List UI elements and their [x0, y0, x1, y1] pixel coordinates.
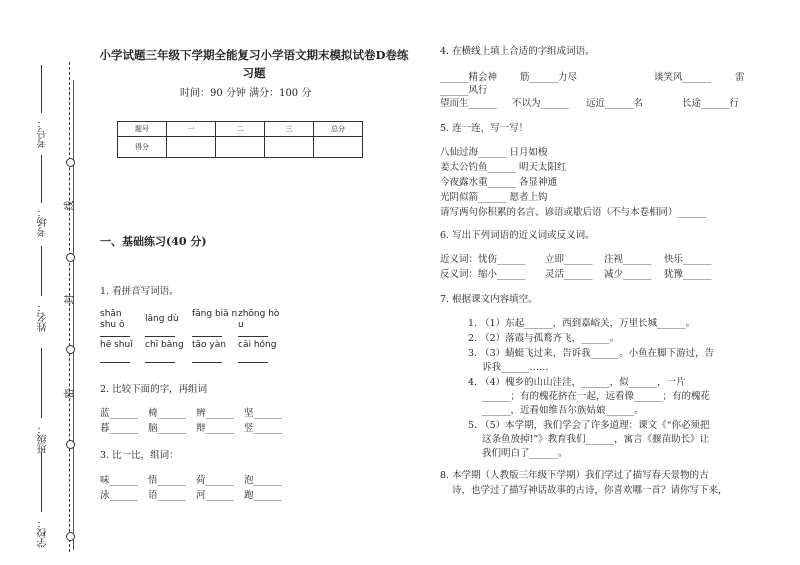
- answer-blank[interactable]: [238, 336, 268, 337]
- score-header-cell: 题号: [118, 122, 167, 137]
- exam-time-info: 时间：90 分钟 满分：100 分: [180, 88, 312, 99]
- score-cell[interactable]: [265, 137, 314, 158]
- question-3-text: 3. 比一比，组词：: [100, 450, 179, 461]
- fill-line: 2. （2）落霞与孤鹜齐飞，______。: [468, 333, 620, 344]
- word-item: 跑______: [244, 490, 283, 501]
- score-header-cell: 一: [167, 122, 216, 137]
- label-exam-room: 考场：: [38, 207, 49, 237]
- seal-word-mi: 密: [64, 388, 76, 399]
- label-school: 学校：: [38, 518, 49, 548]
- name-line: [41, 246, 42, 296]
- seal-word-feng: 封: [64, 294, 76, 305]
- score-cell[interactable]: [167, 137, 216, 158]
- idiom-item: 长途______行: [682, 98, 740, 109]
- idiom-item: 不以为______: [512, 98, 570, 109]
- word-item: 竖______: [244, 423, 283, 434]
- label-exam-number: 考号：: [38, 118, 49, 148]
- pinyin-item: chī bǎng: [145, 340, 184, 350]
- section-heading: 一、基础练习(40 分): [100, 235, 207, 248]
- binding-solid-line: [73, 80, 74, 550]
- idiom-item: 望而生______: [440, 98, 498, 109]
- antonym-item: 减少______: [604, 269, 652, 280]
- question-1-text: 1. 看拼音写词语。: [100, 286, 179, 297]
- antonym-item: 反义词：缩小______: [440, 269, 526, 280]
- idiom-item: 筋______力尽: [520, 72, 578, 83]
- binding-circle: [66, 158, 75, 167]
- idiom-item: 雷: [735, 72, 745, 83]
- class-line: [41, 348, 42, 418]
- idiom-item: 远近______名: [586, 98, 644, 109]
- word-item: 暮______: [100, 423, 139, 434]
- pinyin-item: shān shu ǒ: [100, 309, 125, 330]
- question-4-text: 4. 在横线上填上合适的字组成词语。: [440, 46, 595, 57]
- match-line: 八仙过海______ 日月如梭: [440, 147, 548, 158]
- exam-room-line: [41, 155, 42, 203]
- fill-line: 4. （4）槐乡的山山洼洼，______，似______，一片: [468, 377, 686, 388]
- match-line: 光阴似箭______ 愿者上钩: [440, 192, 548, 203]
- binding-dashed-line: [69, 62, 70, 552]
- exam-number-line: [41, 65, 42, 113]
- answer-blank[interactable]: [192, 336, 222, 337]
- word-item: 河______: [196, 490, 235, 501]
- question-7-text: 7. 根据课文内容填空。: [440, 294, 538, 305]
- pinyin-item: tāo yàn: [192, 340, 226, 350]
- word-item: 蓝______: [100, 408, 139, 419]
- question-6-text: 6. 写出下列词语的近义词或反义词。: [440, 230, 595, 241]
- fill-line: 这条鱼放掉!”》教育我们______，寓言《揠苗助长》让: [482, 434, 710, 445]
- match-line: 请写两句你积累的名言、谚语或歇后语（不与本卷相同）______: [440, 207, 707, 218]
- pinyin-item: lāng dù: [145, 314, 179, 324]
- synonym-item: 注视______: [604, 254, 652, 265]
- score-header-cell: 总分: [314, 122, 363, 137]
- score-header-cell: 三: [265, 122, 314, 137]
- binding-circle: [66, 532, 75, 541]
- question-8-line: 8. 本学期（人教版三年级下学期）我们学过了描写春天景物的古: [440, 470, 709, 481]
- pinyin-item: hē shuǐ: [100, 340, 133, 350]
- school-line: [41, 452, 42, 512]
- word-item: 泳______: [100, 490, 139, 501]
- label-class: 班级：: [38, 424, 49, 454]
- pinyin-item: zhōng hò u: [238, 309, 280, 330]
- fill-line: 1. （1）东起______，西到嘉峪关，万里长城______。: [468, 318, 696, 329]
- pinyin-item: fāng biā n: [192, 309, 238, 319]
- synonym-item: 快乐______: [664, 254, 712, 265]
- exam-title: 小学试题三年级下学期全能复习小学语文期末模拟试卷D卷练习题: [99, 48, 409, 80]
- binding-circle: [66, 440, 75, 449]
- answer-blank[interactable]: [100, 362, 130, 363]
- answer-blank[interactable]: [100, 336, 130, 337]
- fill-line: ______；有的槐花挤在一起，远看像______；有的槐花: [482, 391, 711, 402]
- score-row-label: 得分: [118, 137, 167, 158]
- word-item: 悟______: [148, 475, 187, 486]
- binding-circle: [66, 253, 75, 262]
- synonym-item: 立即______: [545, 254, 593, 265]
- question-8-line: 诗，也学过了描写神话故事的古诗，你喜欢哪一首？请你写下来，: [452, 485, 728, 496]
- score-cell[interactable]: [216, 137, 265, 158]
- answer-blank[interactable]: [192, 362, 222, 363]
- score-cell[interactable]: [314, 137, 363, 158]
- word-item: 辨______: [196, 408, 235, 419]
- idiom-item: ______风行: [440, 85, 488, 96]
- score-header-cell: 二: [216, 122, 265, 137]
- word-item: 椅______: [148, 408, 187, 419]
- synonym-item: 近义词：忧伤______: [440, 254, 526, 265]
- idiom-item: 谈笑风______: [654, 72, 712, 83]
- answer-blank[interactable]: [145, 336, 175, 337]
- match-line: 姜太公钓鱼______ 明天太阳红: [440, 162, 567, 173]
- question-2-text: 2. 比较下面的字，再组词: [100, 384, 208, 395]
- idiom-item: ______精会神: [440, 72, 498, 83]
- word-item: 荷______: [196, 475, 235, 486]
- antonym-item: 犹豫______: [664, 269, 712, 280]
- fill-line: 5. （5）本学期，我们学会了许多道理：课文《“你必须把: [468, 420, 710, 431]
- answer-blank[interactable]: [238, 362, 268, 363]
- binding-circle: [66, 345, 75, 354]
- fill-line: 3. （3）蜻蜓飞过来，告诉我______。小鱼在脚下游过，告: [468, 348, 715, 359]
- word-item: 味______: [100, 475, 139, 486]
- seal-word-xian: 线: [64, 200, 76, 211]
- match-line: 今夜露水重______ 各显神通: [440, 177, 558, 188]
- antonym-item: 灵活______: [545, 269, 593, 280]
- fill-line: 我们明白了______。: [482, 448, 568, 459]
- label-name: 姓名：: [38, 302, 49, 332]
- word-item: 语______: [148, 490, 187, 501]
- word-item: 坚______: [244, 408, 283, 419]
- word-item: 泡______: [244, 475, 283, 486]
- word-item: 辩______: [196, 423, 235, 434]
- score-table: [117, 121, 363, 158]
- word-item: 脑______: [148, 423, 187, 434]
- pinyin-item: cāi hóng: [238, 340, 277, 350]
- question-5-text: 5. 连一连，写一写！: [440, 123, 529, 134]
- answer-blank[interactable]: [145, 362, 175, 363]
- fill-line: 诉我______……: [482, 362, 549, 373]
- fill-line: ______，近看如维吾尔族姑娘______。: [482, 405, 644, 416]
